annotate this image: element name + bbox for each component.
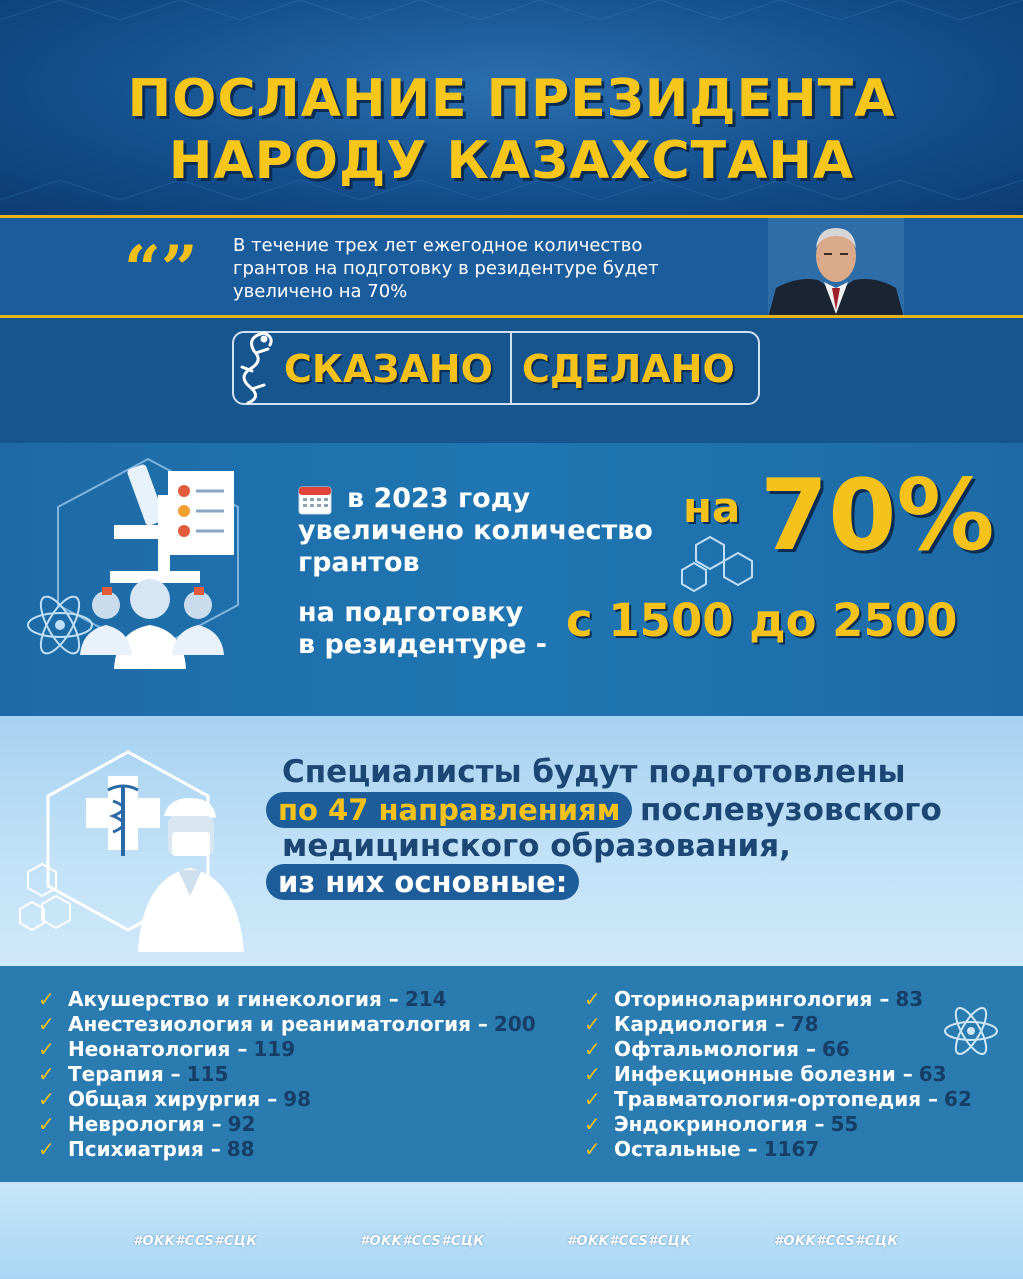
quote-line-3: увеличено на 70% bbox=[233, 281, 408, 302]
increase-prefix: на bbox=[683, 483, 741, 532]
specialists-line-2: послевузовского bbox=[640, 792, 942, 828]
check-icon: ✓ bbox=[584, 1111, 601, 1136]
specialty-name: Кардиология – bbox=[614, 1011, 785, 1036]
grants-year: в 2023 году bbox=[347, 483, 531, 514]
footer bbox=[0, 1182, 1023, 1279]
list-item bbox=[584, 1011, 972, 1036]
list-item bbox=[38, 1136, 536, 1161]
quote-text bbox=[233, 234, 753, 303]
grants-line-5: в резидентуре - bbox=[298, 629, 547, 660]
list-item bbox=[584, 1136, 972, 1161]
specialty-name: Акушерство и гинекология – bbox=[68, 986, 399, 1011]
specialty-name: Психиатрия – bbox=[68, 1136, 221, 1161]
quote-line-1: В течение трех лет ежегодное количество bbox=[233, 235, 643, 256]
specialty-count: 83 bbox=[895, 986, 924, 1011]
specialty-count: 1167 bbox=[763, 1136, 820, 1161]
specialty-name: Травматология-ортопедия – bbox=[614, 1086, 939, 1111]
grants-section bbox=[0, 443, 1023, 716]
check-icon: ✓ bbox=[38, 1136, 55, 1161]
check-icon: ✓ bbox=[38, 1011, 55, 1036]
list-item bbox=[584, 1061, 972, 1086]
specialty-count: 78 bbox=[790, 1011, 819, 1036]
specialty-count: 119 bbox=[253, 1036, 296, 1061]
check-icon: ✓ bbox=[38, 1061, 55, 1086]
check-icon: ✓ bbox=[584, 1136, 601, 1161]
said-done-divider bbox=[510, 333, 512, 403]
specialty-count: 200 bbox=[493, 1011, 536, 1036]
president-portrait bbox=[768, 218, 904, 318]
clipboard-icon bbox=[168, 471, 234, 555]
title-line-1: ПОСЛАНИЕ ПРЕЗИДЕНТА bbox=[127, 69, 896, 129]
title-line-2: НАРОДУ КАЗАХСТАНА bbox=[168, 131, 855, 191]
check-icon: ✓ bbox=[38, 986, 55, 1011]
specialties-list bbox=[0, 966, 1023, 1182]
quote-marks-icon: “” bbox=[124, 232, 198, 307]
check-icon: ✓ bbox=[584, 1011, 601, 1036]
specialty-name: Анестезиология и реаниматология – bbox=[68, 1011, 488, 1036]
specialty-count: 66 bbox=[821, 1036, 850, 1061]
specialty-count: 115 bbox=[186, 1061, 229, 1086]
medical-caduceus-icon bbox=[86, 776, 160, 856]
list-item bbox=[38, 1111, 536, 1136]
list-item bbox=[584, 1036, 972, 1061]
specialty-name: Эндокринология – bbox=[614, 1111, 825, 1136]
specialty-count: 92 bbox=[227, 1111, 256, 1136]
grants-line-2: увеличено количество bbox=[298, 515, 653, 546]
footer-hashtag: #OKK#CCS#СЦК bbox=[360, 1234, 485, 1249]
specialty-count: 88 bbox=[226, 1136, 255, 1161]
specialties-column-left bbox=[38, 986, 536, 1161]
done-label: СДЕЛАНО bbox=[522, 347, 735, 391]
grants-line-3: грантов bbox=[298, 547, 420, 578]
specialties-column-right bbox=[584, 986, 972, 1161]
check-icon: ✓ bbox=[584, 1086, 601, 1111]
grants-line-4: на подготовку bbox=[298, 597, 524, 628]
list-item bbox=[584, 986, 972, 1011]
list-item bbox=[584, 1086, 972, 1111]
increase-percent: 70% bbox=[760, 459, 995, 573]
specialty-name: Общая хирургия – bbox=[68, 1086, 278, 1111]
list-item bbox=[38, 1086, 536, 1111]
specialty-count: 214 bbox=[404, 986, 447, 1011]
specialty-count: 55 bbox=[830, 1111, 859, 1136]
footer-hashtag: #OKK#CCS#СЦК bbox=[774, 1234, 899, 1249]
header bbox=[0, 0, 1023, 215]
specialists-line-1: Специалисты будут подготовлены bbox=[282, 754, 906, 790]
page-title bbox=[0, 68, 1023, 192]
check-icon: ✓ bbox=[584, 1036, 601, 1061]
check-icon: ✓ bbox=[38, 1086, 55, 1111]
specialty-name: Неврология – bbox=[68, 1111, 222, 1136]
footer-hashtag: #OKK#CCS#СЦК bbox=[567, 1234, 692, 1249]
footer-hashtag: #OKK#CCS#СЦК bbox=[133, 1234, 258, 1249]
specialists-line-3: медицинского образования, bbox=[282, 828, 791, 864]
grants-range: с 1500 до 2500 bbox=[566, 594, 958, 647]
check-icon: ✓ bbox=[584, 986, 601, 1011]
microscope-doctors-illustration bbox=[18, 455, 288, 685]
specialty-name: Инфекционные болезни – bbox=[614, 1061, 913, 1086]
said-done-section bbox=[0, 318, 1023, 443]
check-icon: ✓ bbox=[38, 1111, 55, 1136]
specialty-count: 98 bbox=[283, 1086, 312, 1111]
main-directions-highlight: из них основные: bbox=[266, 864, 579, 900]
specialty-name: Неонатология – bbox=[68, 1036, 248, 1061]
calendar-icon bbox=[298, 483, 332, 515]
hexagon-icon bbox=[680, 523, 770, 593]
medical-illustration bbox=[18, 746, 278, 956]
specialists-section bbox=[0, 716, 1023, 966]
said-done-box bbox=[232, 331, 760, 405]
dragon-ornament-icon bbox=[234, 327, 284, 407]
specialty-name: Оториноларингология – bbox=[614, 986, 890, 1011]
said-label: СКАЗАНО bbox=[284, 347, 493, 391]
atom-icon bbox=[940, 1000, 1002, 1062]
specialty-name: Терапия – bbox=[68, 1061, 181, 1086]
directions-highlight: по 47 направлениям bbox=[266, 792, 632, 828]
check-icon: ✓ bbox=[38, 1036, 55, 1061]
list-item bbox=[584, 1111, 972, 1136]
list-item bbox=[38, 1036, 536, 1061]
list-item bbox=[38, 986, 536, 1011]
quote-line-2: грантов на подготовку в резидентуре будет bbox=[233, 258, 659, 279]
specialty-count: 63 bbox=[918, 1061, 947, 1086]
list-item bbox=[38, 1061, 536, 1086]
specialty-name: Офтальмология – bbox=[614, 1036, 816, 1061]
quote-band bbox=[0, 215, 1023, 318]
specialty-count: 62 bbox=[944, 1086, 972, 1111]
check-icon: ✓ bbox=[584, 1061, 601, 1086]
specialty-name: Остальные – bbox=[614, 1136, 758, 1161]
list-item bbox=[38, 1011, 536, 1036]
